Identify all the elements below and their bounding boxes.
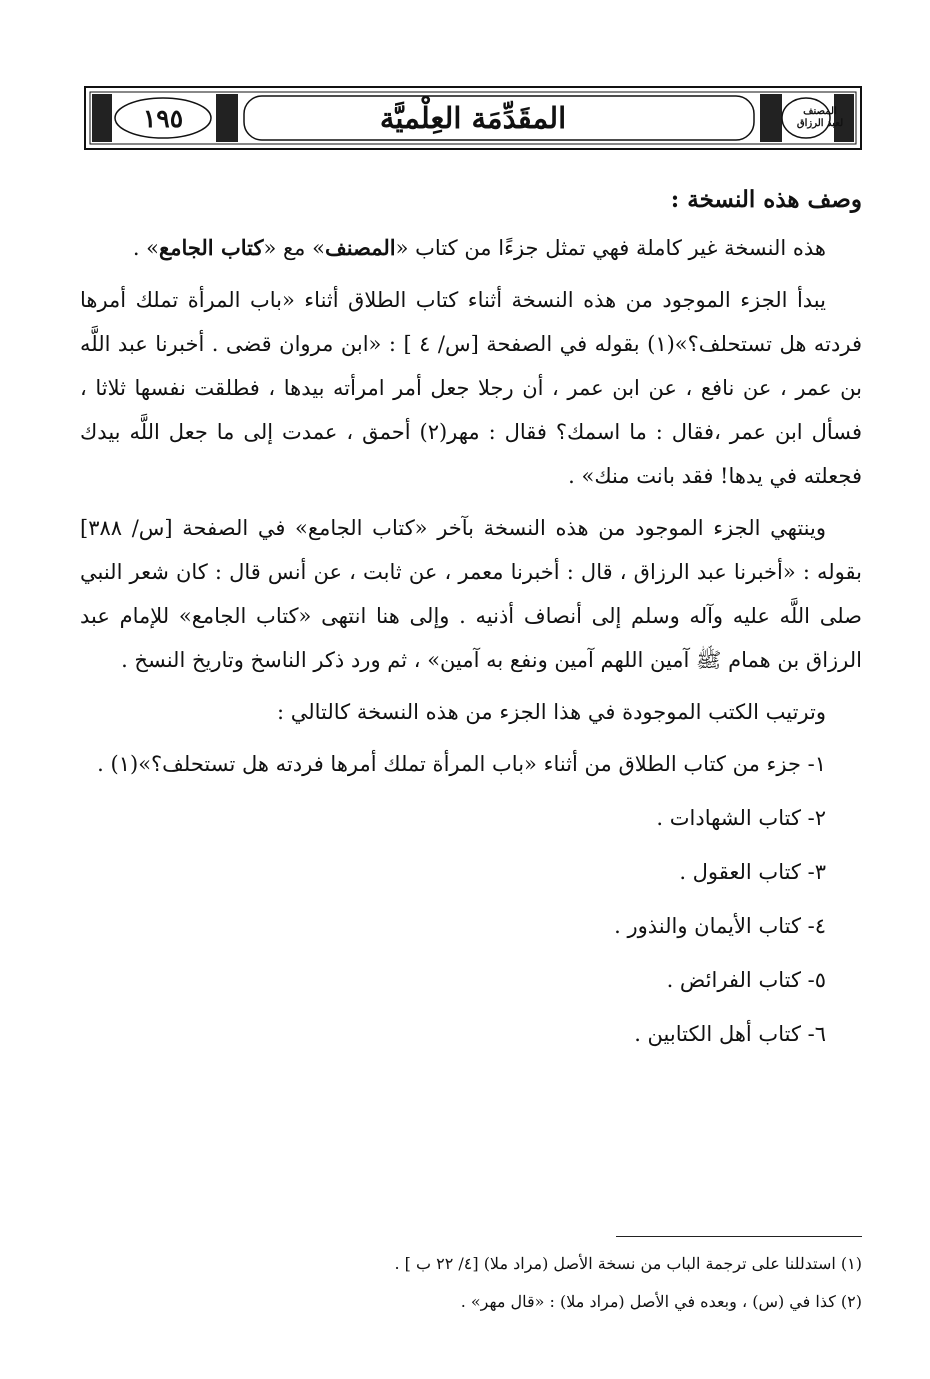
list-item: ٤- كتاب الأيمان والنذور . [614,914,826,938]
list-item: ٣- كتاب العقول . [679,860,826,884]
list-item: ١- جزء من كتاب الطلاق من أثناء «باب المرأة تملك أمرها فردته هل تستحلف؟»(١) . [97,752,826,776]
para1-text-a: هذه النسخة غير كاملة فهي تمثل جزءًا من كتاب « [395,236,826,260]
para1-book-musannaf: المصنف [324,235,396,260]
section-heading: وصف هذه النسخة : [670,186,862,213]
main-content [80,180,862,1066]
paragraph-4: وترتيب الكتب الموجودة في هذا الجزء من هذه النسخة كالتالي : [276,700,826,724]
emblem-line-2: لعبد الرزاق [796,118,844,129]
list-item: ٢- كتاب الشهادات . [656,806,826,830]
para1-text-c: » مع « [263,236,325,260]
paragraph-3: وينتهي الجزء الموجود من هذه النسخة بآخر «كتاب الجامع» في الصفحة [س/ ٣٨٨] بقوله : «أخبرنا عبد الرزاق ، قال : أخبرنا معمر ، عن ثابت ، عن أنس قال : كان شعر النبي صلى اللَّه عليه وآله وسلم إلى أنصاف أذنيه . وإلى هنا انتهى «كتاب الجامع» للإمام عبد الرزاق بن همام ﷺ آمين اللهم آمين ونفع به آمين» ، ثم ورد ذكر الناسخ وتاريخ النسخ . [80,516,863,672]
books-list [80,742,862,1056]
paragraph-2: يبدأ الجزء الموجود من هذه النسخة أثناء كتاب الطلاق أثناء «باب المرأة تملك أمرها فردته هل تستحلف؟»(١) بقوله في الصفحة [س/ ٤ ] : «ابن مروان قضى . أخبرنا عبد اللَّه بن عمر ، عن نافع ، عن ابن عمر ، أن رجلا جعل أمر امرأته بيدها ، فطلقت نفسها ثلاثا ، فسأل ابن عمر ،فقال : ما اسمك؟ فقال : مهر(٢) أحمق ، عمدت إلى ما جعل اللَّه بيدك فجعلته في يدها! فقد بانت منك» . [80,288,862,488]
emblem-line-1: المصنف [803,106,837,117]
footnote-1: (١) استدللنا على ترجمة الباب من نسخة الأصل (مراد ملا) [٤/ ٢٢ ب ] . [394,1254,862,1273]
list-item: ٦- كتاب أهل الكتابين . [634,1022,826,1046]
book-emblem [790,96,850,140]
para1-text-e: » . [132,236,160,260]
footnote-2: (٢) كذا في (س) ، وبعده في الأصل (مراد ملا) : «قال مهر» . [460,1292,862,1311]
page-number: ١٩٥ [142,103,184,133]
footnotes [80,1248,862,1324]
page-title: المقَدِّمَة العِلْميَّة [379,101,567,135]
list-item: ٥- كتاب الفرائض . [666,968,826,992]
running-header [84,86,862,150]
paragraph-1 [80,226,862,270]
para1-book-jami: كتاب الجامع [159,235,264,260]
footnote-divider [616,1236,862,1237]
